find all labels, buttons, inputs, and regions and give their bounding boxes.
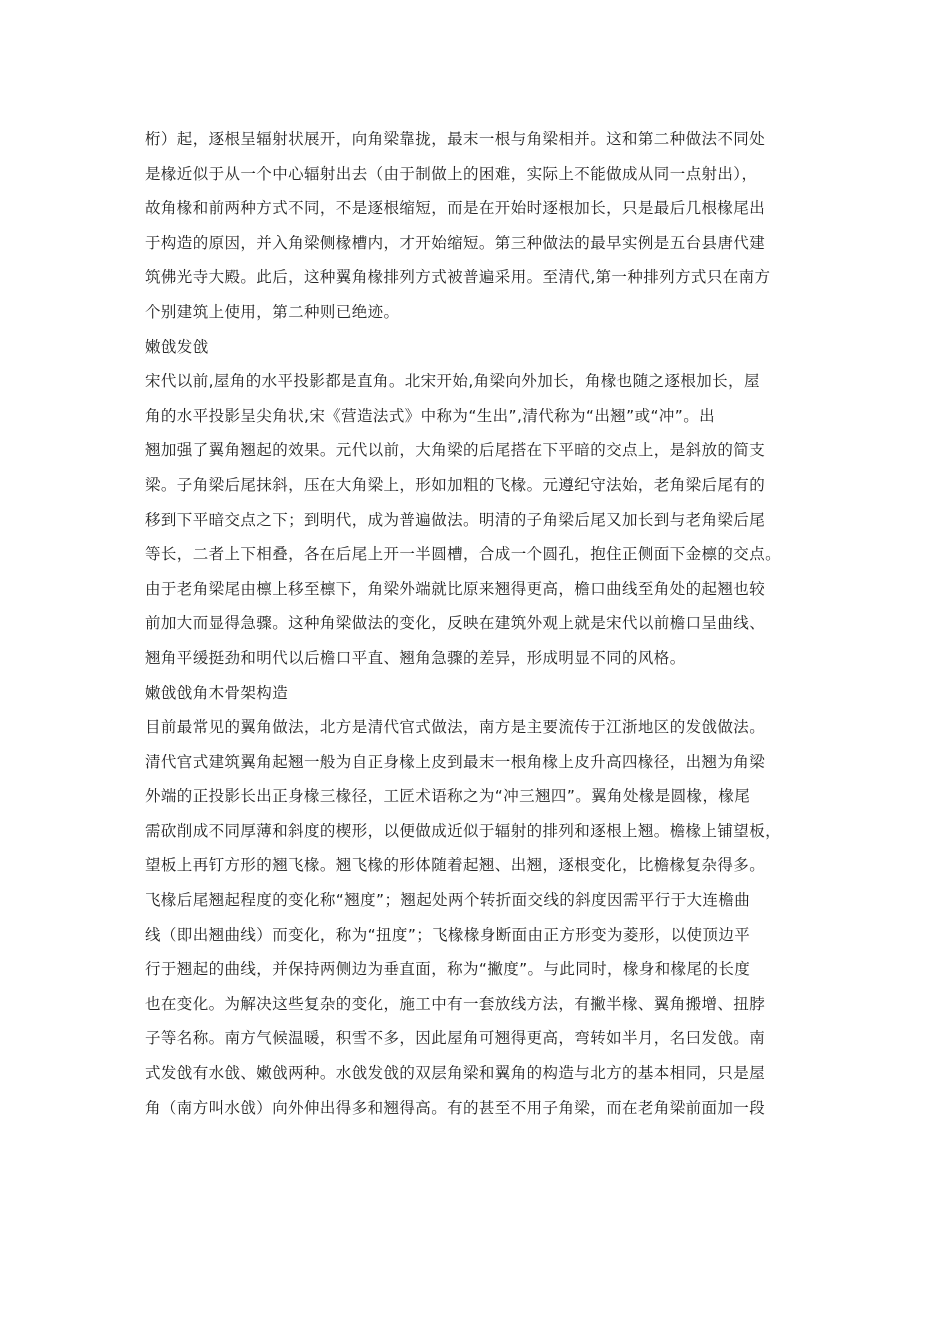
paragraph-line: 宋代以前,屋角的水平投影都是直角。北宋开始,角梁向外加长，角椽也随之逐根加长，屋 <box>145 372 760 391</box>
paragraph-line: 故角椽和前两种方式不同，不是逐根缩短，而是在开始时逐根加长，只是最后几根椽尾出 <box>145 199 766 218</box>
paragraph-line: 桁）起，逐根呈辐射状展开，向角梁靠拢，最末一根与角梁相并。这和第二种做法不同处 <box>145 130 766 148</box>
paragraph-line: 等长，二者上下相叠，各在后尾上开一半圆槽，合成一个圆孔，抱住正侧面下金檩的交点。 <box>145 545 782 564</box>
paragraph-line: 清代官式建筑翼角起翘一般为自正身椽上皮到最末一根角椽上皮升高四椽径，出翘为角梁 <box>145 752 766 771</box>
paragraph-line: 个别建筑上使用，第二种则已绝迹。 <box>145 302 400 321</box>
paragraph-line: 于构造的原因，并入角梁侧椽槽内，才开始缩短。第三种做法的最早实例是五台县唐代建 <box>145 233 766 252</box>
paragraph-line: 目前最常见的翼角做法，北方是清代官式做法，南方是主要流传于江浙地区的发戗做法。 <box>145 718 766 737</box>
paragraph-line: 行于翘起的曲线，并保持两侧边为垂直面，称为“撇度”。与此同时，椽身和椽尾的长度 <box>145 960 751 979</box>
paragraph-line: 外端的正投影长出正身椽三椽径，工匠术语称之为“冲三翘四”。翼角处椽是圆椽，椽尾 <box>145 787 751 806</box>
paragraph-line: 望板上再钉方形的翘飞椽。翘飞椽的形体随着起翘、出翘，逐根变化，比檐椽复杂得多。 <box>145 856 766 875</box>
paragraph-line: 式发戗有水戗、嫩戗两种。水戗发戗的双层角梁和翼角的构造与北方的基本相同，只是屋 <box>145 1064 766 1083</box>
paragraph-line: 翘角平缓挺劲和明代以后檐口平直、翘角急骤的差异，形成明显不同的风格。 <box>145 648 686 667</box>
paragraph-line: 移到下平暗交点之下；到明代，成为普遍做法。明清的子角梁后尾又加长到与老角梁后尾 <box>145 510 766 529</box>
paragraph-line: 筑佛光寺大殿。此后，这种翼角椽排列方式被普遍采用。至清代,第一种排列方式只在南方 <box>145 268 771 287</box>
section-heading: 嫩戗戗角木骨架构造 <box>145 683 289 702</box>
paragraph-line: 也在变化。为解决这些复杂的变化，施工中有一套放线方法，有撇半椽、翼角搬增、扭脖 <box>145 994 766 1013</box>
paragraph-line: 是椽近似于从一个中心辐射出去（由于制做上的困难，实际上不能做成从同一点射出）， <box>145 164 758 183</box>
paragraph-line: 子等名称。南方气候温暖，积雪不多，因此屋角可翘得更高，弯转如半月，名曰发戗。南 <box>145 1029 766 1048</box>
paragraph-line: 角的水平投影呈尖角状,宋《营造法式》中称为“生出”,清代称为“出翘”或“冲”。出 <box>145 406 716 425</box>
paragraph-line: 翘加强了翼角翘起的效果。元代以前，大角梁的后尾搭在下平暗的交点上，是斜放的简支 <box>145 441 766 460</box>
paragraph-line: 由于老角梁尾由檩上移至檩下，角梁外端就比原来翘得更高，檐口曲线至角处的起翘也较 <box>145 579 766 598</box>
section-heading: 嫩戗发戗 <box>145 337 209 356</box>
paragraph-line: 需砍削成不同厚薄和斜度的楔形，以便做成近似于辐射的排列和逐根上翘。檐椽上铺望板， <box>145 821 782 840</box>
document-body <box>145 122 815 1125</box>
paragraph-line: 飞椽后尾翘起程度的变化称“翘度”；翘起处两个转折面交线的斜度因需平行于大连檐曲 <box>145 891 751 910</box>
paragraph-line: 前加大而显得急骤。这种角梁做法的变化，反映在建筑外观上就是宋代以前檐口呈曲线、 <box>145 614 766 633</box>
paragraph-line: 线（即出翘曲线）而变化，称为“扭度”；飞椽椽身断面由正方形变为菱形，以使顶边平 <box>145 925 751 944</box>
paragraph-line: 梁。子角梁后尾抹斜，压在大角梁上，形如加粗的飞椽。元遵纪守法始，老角梁后尾有的 <box>145 475 766 494</box>
paragraph-line: 角（南方叫水戗）向外伸出得多和翘得高。有的甚至不用子角梁，而在老角梁前面加一段 <box>145 1098 766 1117</box>
